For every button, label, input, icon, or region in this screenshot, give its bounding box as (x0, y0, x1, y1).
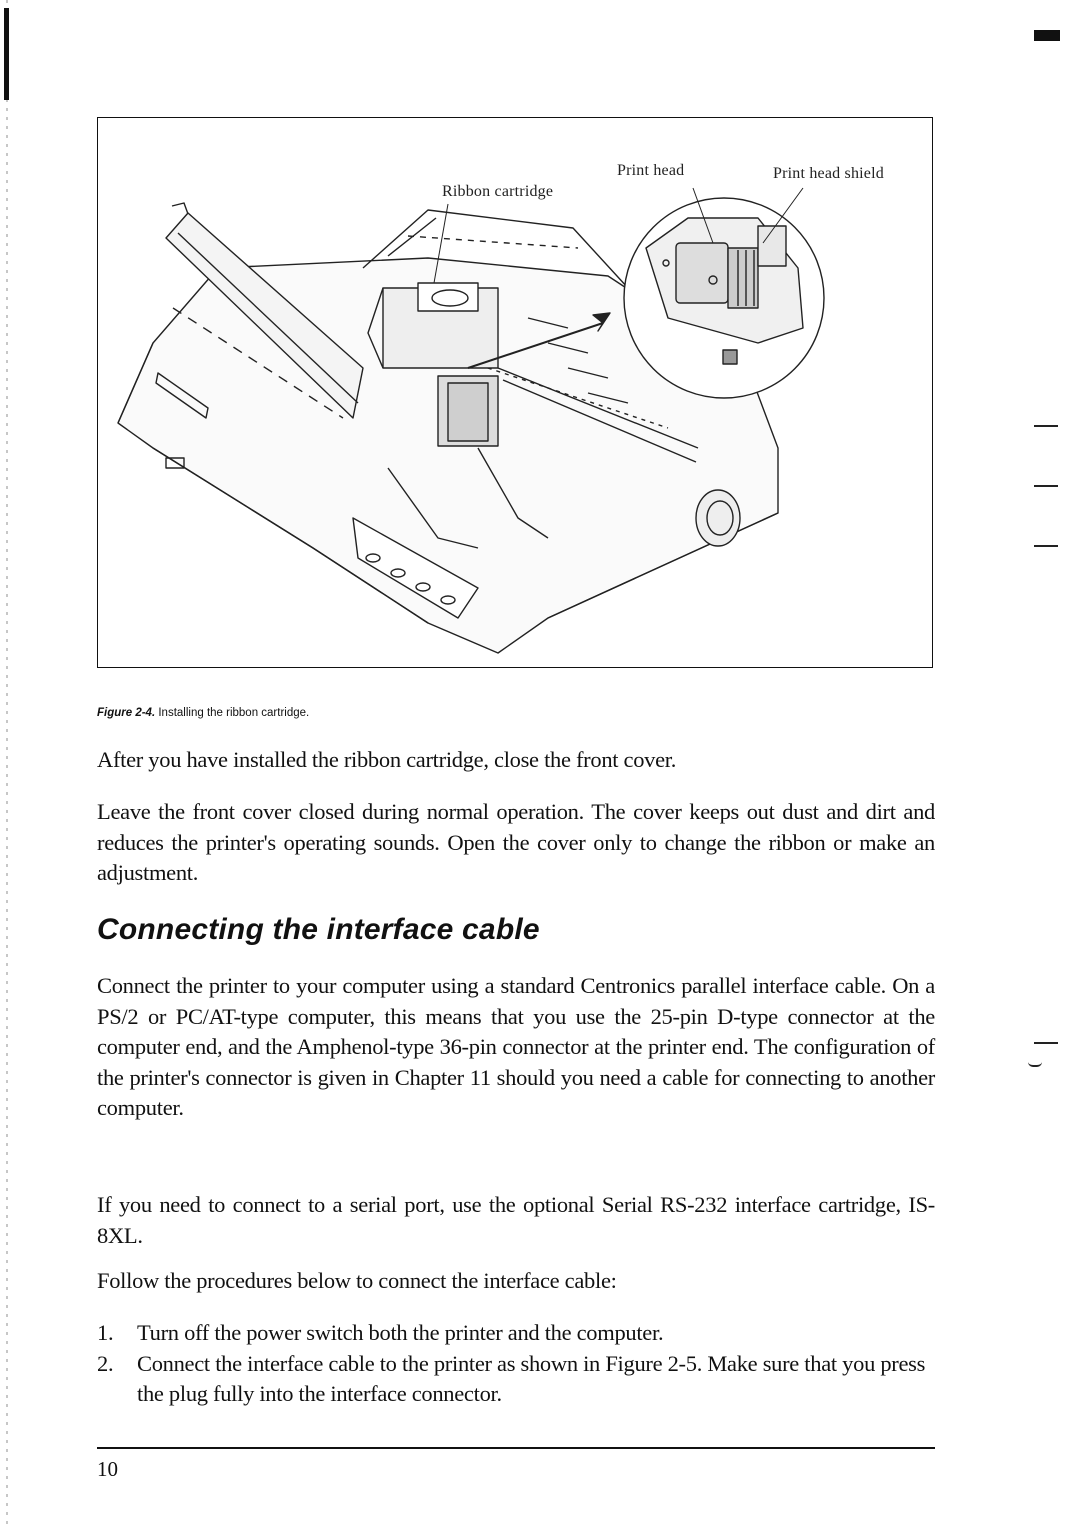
figure-caption-text: Installing the ribbon cartridge. (158, 707, 310, 719)
scan-edge-mark (4, 8, 9, 100)
footer-rule (97, 1447, 935, 1449)
edge-tick (1028, 1062, 1042, 1067)
figure-caption (97, 707, 309, 719)
edge-dash (1034, 1042, 1058, 1044)
procedure-step (97, 1349, 935, 1410)
paragraph-front-cover: Leave the front cover closed during normal operation. The cover keeps out dust and dirt and reduces the printer's operating sounds. Open the cover only to change the ribbon or make an adjustment. (97, 799, 935, 886)
step-text: Connect the interface cable to the printer as shown in Figure 2-5. Make sure that you press the plug fully into the interface connector. (137, 1350, 926, 1407)
paragraph-procedures-intro: Follow the procedures below to connect the interface cable: (97, 1268, 617, 1293)
edge-dash (1034, 545, 1058, 547)
edge-dash (1034, 485, 1058, 487)
procedure-steps (97, 1318, 935, 1410)
step-number: 2. (97, 1350, 114, 1376)
scan-binding-edge (6, 0, 8, 1528)
paragraph-close-cover: After you have installed the ribbon cartridge, close the front cover. (97, 747, 677, 772)
figure-caption-label: Figure 2-4. (97, 707, 156, 719)
step-text: Turn off the power switch both the printer and the computer. (137, 1320, 664, 1345)
edge-dash (1034, 425, 1058, 427)
page-number: 10 (97, 1457, 118, 1481)
figure-printer-ribbon (97, 117, 933, 668)
step-number: 1. (97, 1320, 114, 1345)
callout-print-head-shield: Print head shield (773, 165, 884, 182)
procedure-step (97, 1318, 935, 1349)
page-tab-mark (1034, 30, 1060, 41)
callout-ribbon-cartridge: Ribbon cartridge (442, 183, 554, 200)
section-heading: Connecting the interface cable (97, 913, 540, 946)
callout-print-head: Print head (617, 162, 685, 179)
paragraph-connect-printer: Connect the printer to your computer using a standard Centronics parallel interface cable. On a PS/2 or PC/AT-type computer, this means that you use the 25-pin D-type connector at the computer end, and the Amphenol-type 36-pin connector at the printer end. The configuration of the printer's connector is given in Chapter 11 should you need a cable for connecting to another computer. (97, 973, 935, 1121)
paragraph-serial-port: If you need to connect to a serial port, use the optional Serial RS-232 interface cartridge, IS-8XL. (97, 1192, 935, 1248)
